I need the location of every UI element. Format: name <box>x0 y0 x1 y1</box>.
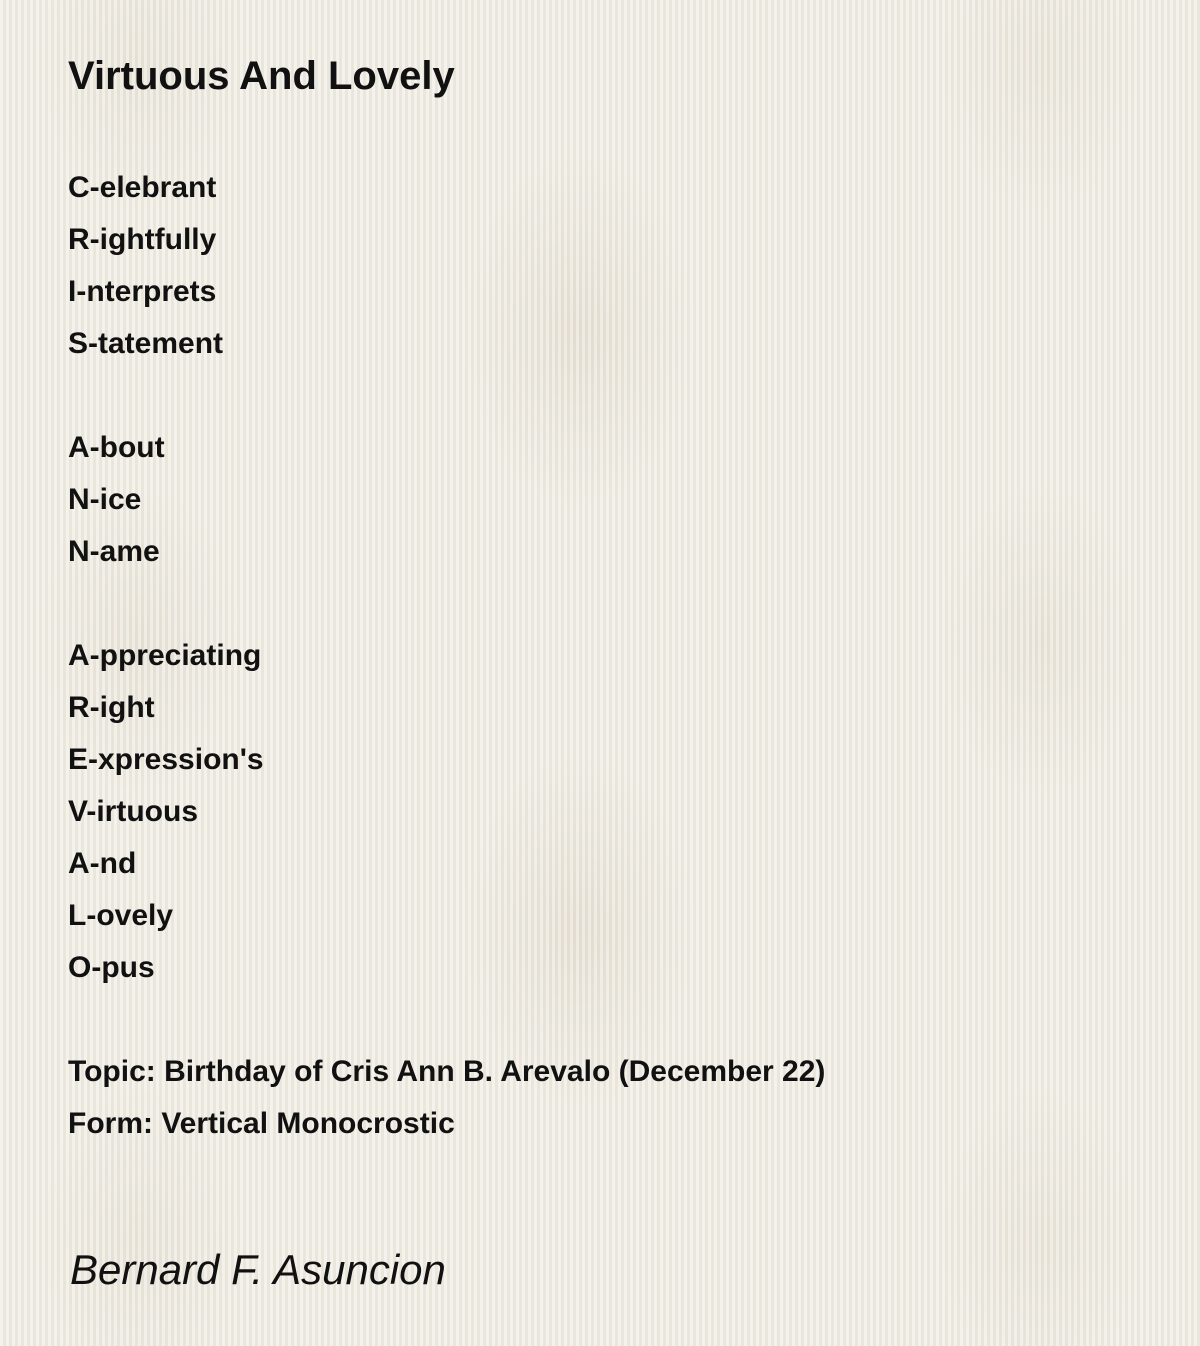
stanza-2 <box>68 422 1148 578</box>
poem-topic: Topic: Birthday of Cris Ann B. Arevalo (December 22) <box>68 1055 826 1088</box>
poem-line: R-ight <box>68 691 155 724</box>
poem-line: A-bout <box>68 431 165 464</box>
poem-line: N-ice <box>68 483 142 516</box>
stanza-1 <box>68 162 1148 370</box>
poem-line: S-tatement <box>68 327 224 360</box>
poem-title: Virtuous And Lovely <box>68 54 455 98</box>
poem-form: Form: Vertical Monocrostic <box>68 1107 455 1140</box>
poem-line: L-ovely <box>68 899 174 932</box>
poem-line: O-pus <box>68 951 155 984</box>
poem-container <box>68 50 1148 1150</box>
poem-line: A-nd <box>68 847 137 880</box>
poem-line: I-nterprets <box>68 275 217 308</box>
poem-line: A-ppreciating <box>68 639 262 672</box>
poem-line: C-elebrant <box>68 171 217 204</box>
poem-line: V-irtuous <box>68 795 199 828</box>
poem-line: E-xpression's <box>68 743 264 776</box>
poem-line: N-ame <box>68 535 160 568</box>
poem-notes <box>68 1046 1148 1150</box>
stanza-3 <box>68 630 1148 994</box>
poem-line: R-ightfully <box>68 223 217 256</box>
poem-author: Bernard F. Asuncion <box>70 1246 446 1293</box>
